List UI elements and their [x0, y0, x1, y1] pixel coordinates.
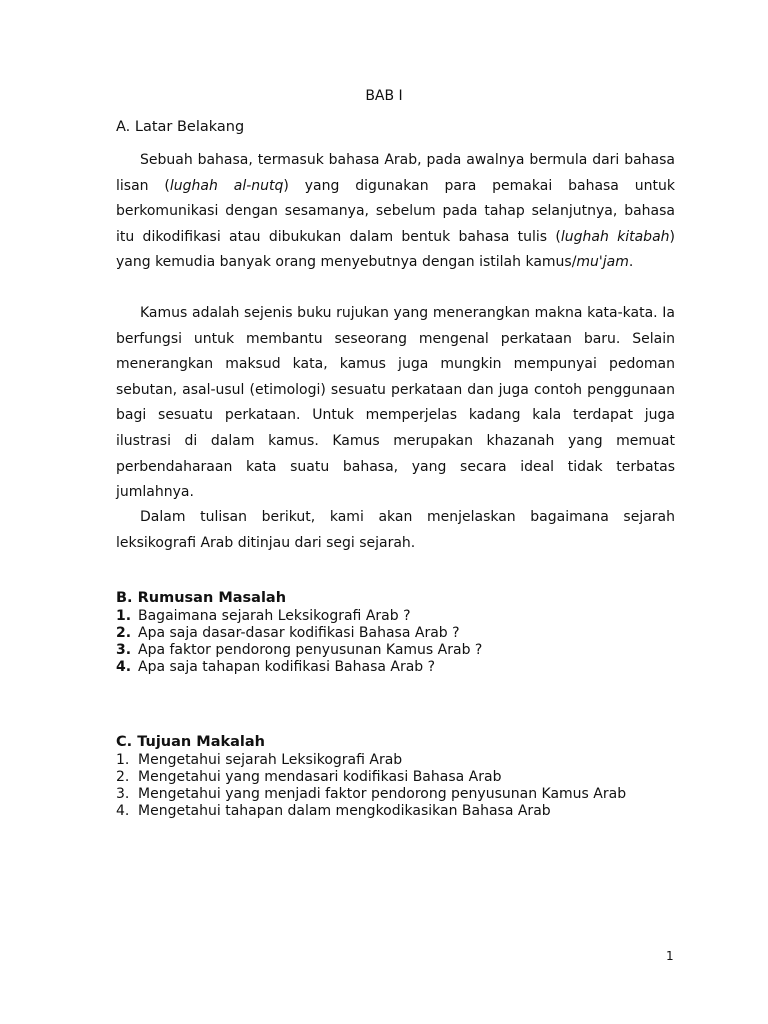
- list-item: [116, 625, 675, 642]
- list-text: Apa saja tahapan kodifikasi Bahasa Arab ?: [138, 659, 436, 675]
- italic-term: lughah al-nutq: [169, 177, 284, 194]
- list-number: 2.: [116, 625, 132, 641]
- chapter-title: BAB I: [365, 88, 403, 104]
- list-number: 3.: [116, 786, 130, 802]
- paragraph-background-3: [116, 505, 675, 556]
- section-c-heading: C. Tujuan Makalah: [116, 734, 265, 750]
- paragraph-text: Dalam tulisan berikut, kami akan menjelaskan bagaimana sejarah leksikografi Arab ditinjau dari segi sejarah.: [116, 509, 675, 551]
- list-number: 2.: [116, 769, 130, 785]
- section-a-heading: A. Latar Belakang: [116, 119, 245, 135]
- paragraph-text: ) yang digunakan para pemakai bahasa untuk berkomunikasi dengan sesamanya, sebelum pada tahap selanjutnya, bahasa itu dikodifikasi atau dibukukan dalam bentuk bahasa tulis (: [116, 177, 675, 245]
- list-text: Mengetahui tahapan dalam mengkodikasikan Bahasa Arab: [138, 803, 551, 819]
- list-text: Mengetahui sejarah Leksikografi Arab: [138, 752, 403, 768]
- list-text: Mengetahui yang mendasari kodifikasi Bahasa Arab: [138, 769, 502, 785]
- paragraph-background-2: [116, 301, 675, 506]
- list-number: 1.: [116, 752, 130, 768]
- section-b-heading: B. Rumusan Masalah: [116, 590, 287, 606]
- list-number: 4.: [116, 659, 132, 675]
- list-text: Apa faktor pendorong penyusunan Kamus Arab ?: [138, 642, 483, 658]
- list-item: [116, 642, 675, 659]
- paragraph-text: ) yang kemudia banyak orang menyebutnya dengan istilah kamus/: [116, 228, 675, 271]
- list-number: 3.: [116, 642, 132, 658]
- paragraph-background-1: [116, 148, 675, 276]
- italic-term: mu'jam: [576, 254, 629, 271]
- list-item: [116, 803, 636, 820]
- list-number: 4.: [116, 803, 130, 819]
- list-text: Mengetahui yang menjadi faktor pendorong penyusunan Kamus Arab: [138, 786, 627, 802]
- paragraph-text: .: [628, 254, 634, 271]
- list-item: [116, 659, 675, 676]
- page-number: 1: [666, 949, 674, 963]
- list-item: [116, 608, 675, 625]
- objective-list: [116, 752, 636, 820]
- list-text: Bagaimana sejarah Leksikografi Arab ?: [138, 608, 411, 624]
- italic-term: lughah kitabah: [560, 228, 670, 245]
- problem-list: [116, 608, 675, 676]
- list-text: Apa saja dasar-dasar kodifikasi Bahasa Arab ?: [138, 625, 460, 641]
- paragraph-text: Sebuah bahasa, termasuk bahasa Arab, pada awalnya bermula dari bahasa lisan (: [116, 152, 675, 194]
- list-number: 1.: [116, 608, 132, 624]
- list-item: [116, 752, 636, 769]
- paragraph-text: Kamus adalah sejenis buku rujukan yang menerangkan makna kata-kata. Ia berfungsi untuk membantu seseorang mengenal perkataan baru. Selain menerangkan maksud kata, kamus juga mungkin mempunyai pedoman sebutan, asal-usul (etimologi) sesuatu perkataan dan juga contoh penggunaan bagi sesuatu perkataan. Untuk memperjelas kadang kala terdapat juga ilustrasi di dalam kamus. Kamus merupakan khazanah yang memuat perbendaharaan kata suatu bahasa, yang secara ideal tidak terbatas jumlahnya.: [116, 305, 675, 501]
